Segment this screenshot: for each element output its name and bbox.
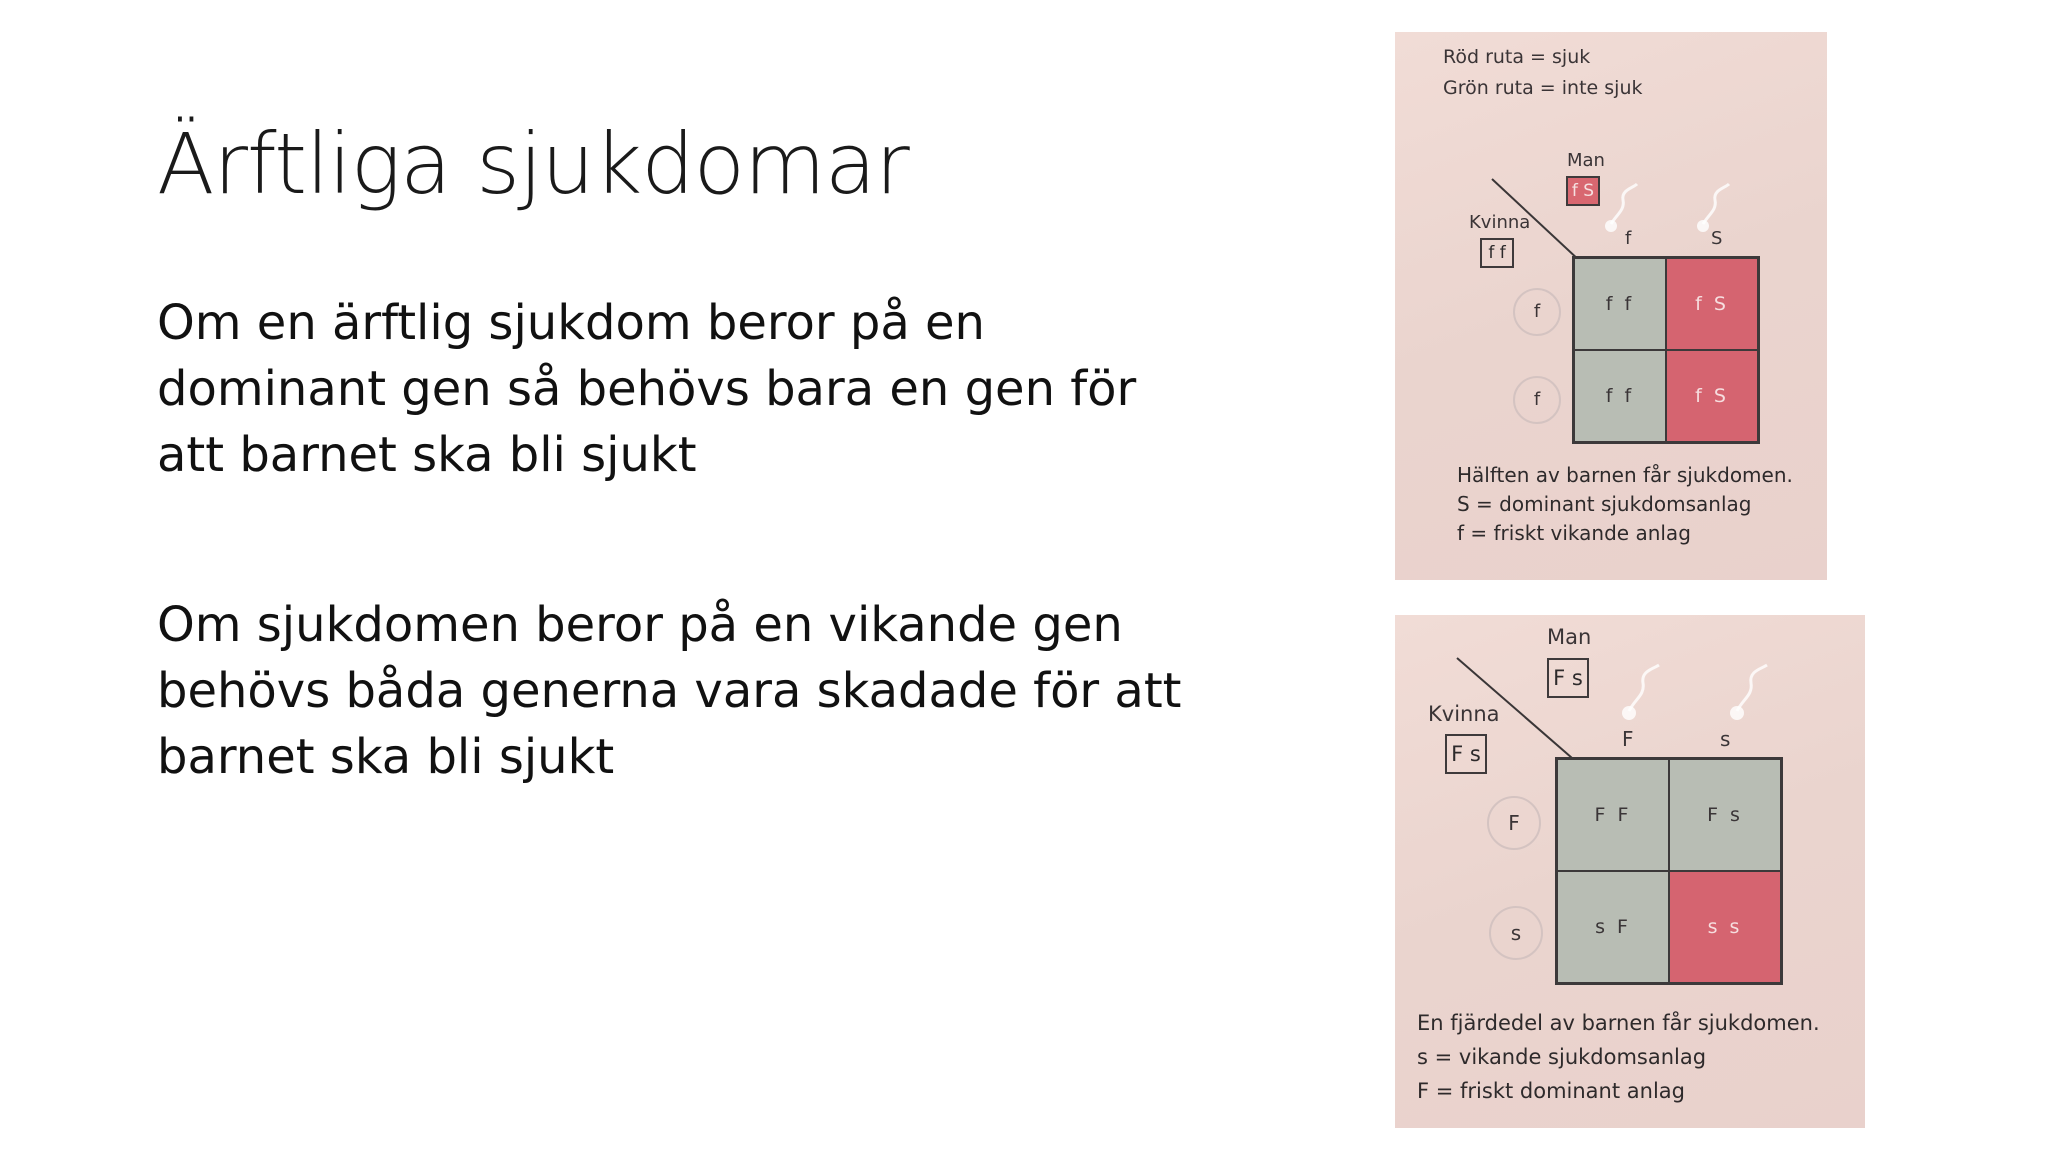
- sperm-icon: [1603, 180, 1643, 234]
- cell-healthy: F s: [1669, 759, 1781, 871]
- punnett-square: [1555, 757, 1783, 985]
- caption-line: f = friskt vikande anlag: [1457, 521, 1691, 545]
- man-label: Man: [1567, 150, 1605, 171]
- woman-genotype-box: F s: [1445, 734, 1487, 774]
- caption-line: s = vikande sjukdomsanlag: [1417, 1045, 1707, 1069]
- punnett-square: [1572, 256, 1760, 444]
- sperm-icon: [1621, 661, 1665, 721]
- man-label: Man: [1547, 625, 1592, 649]
- man-genotype-box: f S: [1566, 176, 1600, 206]
- gamete-woman-2: s: [1489, 906, 1543, 960]
- cell-healthy: F F: [1557, 759, 1669, 871]
- caption-line: Hälften av barnen får sjukdomen.: [1457, 463, 1793, 487]
- woman-label: Kvinna: [1428, 702, 1500, 726]
- cell-healthy: f f: [1574, 258, 1666, 350]
- caption-line: F = friskt dominant anlag: [1417, 1079, 1685, 1103]
- paragraph-dominant: Om en ärftlig sjukdom beror på en dominant gen så behövs bara en gen för att barnet ska bli sjukt: [157, 295, 1137, 483]
- gamete-woman-1: F: [1487, 796, 1541, 850]
- sperm-icon: [1695, 180, 1735, 234]
- man-genotype-box: F s: [1547, 658, 1589, 698]
- cell-sick: f S: [1666, 258, 1758, 350]
- cell-healthy: f f: [1574, 350, 1666, 442]
- gamete-man-1: F: [1622, 727, 1634, 751]
- woman-label: Kvinna: [1469, 212, 1531, 233]
- gamete-man-2: s: [1720, 727, 1731, 751]
- gamete-man-2: S: [1711, 228, 1723, 249]
- gamete-woman-1: f: [1513, 288, 1561, 336]
- paragraph-recessive: Om sjukdomen beror på en vikande gen behövs båda generna vara skadade för att barnet ska bli sjukt: [157, 597, 1182, 785]
- punnett-photo-recessive: [1395, 615, 1865, 1128]
- gamete-woman-2: f: [1513, 376, 1561, 424]
- legend-red: Röd ruta = sjuk: [1443, 46, 1591, 68]
- slide-title: Ärftliga sjukdomar: [157, 115, 909, 213]
- cell-sick: f S: [1666, 350, 1758, 442]
- cell-healthy: s F: [1557, 871, 1669, 983]
- sperm-icon: [1729, 661, 1773, 721]
- caption-line: S = dominant sjukdomsanlag: [1457, 492, 1752, 516]
- punnett-photo-dominant: [1395, 32, 1827, 580]
- caption-line: En fjärdedel av barnen får sjukdomen.: [1417, 1011, 1820, 1035]
- legend-green: Grön ruta = inte sjuk: [1443, 77, 1643, 99]
- cell-sick: s s: [1669, 871, 1781, 983]
- gamete-man-1: f: [1625, 228, 1632, 249]
- woman-genotype-box: f f: [1480, 238, 1514, 268]
